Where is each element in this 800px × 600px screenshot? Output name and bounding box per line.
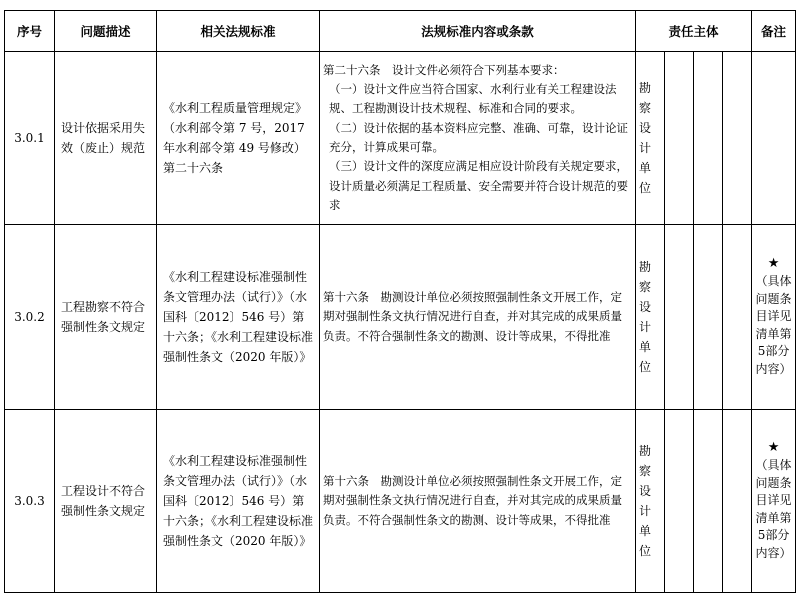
star-icon: ★ [767,440,780,456]
note-text: （具体问题条目详见清单第5部分内容） [755,458,792,560]
table-row [5,52,796,225]
subject-cell-empty [665,410,694,593]
subject-cell-empty [694,225,723,410]
row-no: 3.0.1 [5,52,55,225]
content-item: （二）设计依据的基本资料应完整、准确、可靠，设计论证充分，计算成果可靠。 [329,120,628,154]
table-row [5,410,796,593]
subject-cell-empty [723,52,752,225]
row-content: 第十六条 勘测设计单位必须按照强制性条文开展工作，定期对强制性条文执行情况进行自查，并对其完成的成果质量负责。不符合强制性条文的勘测、设计等成果，不得批准 [320,225,636,410]
row-standard: 《水利工程建设标准强制性条文管理办法（试行）》（水国科〔2012〕546 号）第十六条；《水利工程建设标准强制性条文（2020 年版）》 [157,225,320,410]
row-note [752,225,796,410]
row-problem: 工程勘察不符合强制性条文规定 [55,225,157,410]
subject-cell-empty [723,225,752,410]
row-content [320,52,636,225]
row-problem: 设计依据采用失效（废止）规范 [55,52,157,225]
table-row [5,225,796,410]
row-subject: 勘察设计单位 [636,52,665,225]
header-problem: 问题描述 [55,11,157,52]
header-content: 法规标准内容或条款 [320,11,636,52]
row-subject: 勘察设计单位 [636,410,665,593]
header-no: 序号 [5,11,55,52]
header-note: 备注 [752,11,796,52]
row-no: 3.0.3 [5,410,55,593]
content-lead: 第二十六条 设计文件必须符合下列基本要求： [323,62,565,77]
row-problem: 工程设计不符合强制性条文规定 [55,410,157,593]
subject-cell-empty [694,410,723,593]
star-icon: ★ [767,256,780,272]
row-subject: 勘察设计单位 [636,225,665,410]
subject-cell-empty [665,225,694,410]
row-standard: 《水利工程质量管理规定》（水利部令第 7 号，2017 年水利部令第 49 号修改）第二十六条 [157,52,320,225]
row-content: 第十六条 勘测设计单位必须按照强制性条文开展工作，定期对强制性条文执行情况进行自查，并对其完成的成果质量负责。不符合强制性条文的勘测、设计等成果，不得批准 [320,410,636,593]
row-note [752,410,796,593]
content-item: （一）设计文件应当符合国家、水利行业有关工程建设法规、工程勘测设计技术规程、标准和合同的要求。 [329,82,617,116]
subject-cell-empty [694,52,723,225]
row-no: 3.0.2 [5,225,55,410]
table-header-row [5,11,796,52]
row-standard: 《水利工程建设标准强制性条文管理办法（试行）》（水国科〔2012〕546 号）第十六条；《水利工程建设标准强制性条文（2020 年版）》 [157,410,320,593]
subject-cell-empty [665,52,694,225]
note-text: （具体问题条目详见清单第5部分内容） [755,274,792,376]
header-subject: 责任主体 [636,11,752,52]
content-item: （三）设计文件的深度应满足相应设计阶段有关规定要求，设计质量必须满足工程质量、安全需要并符合设计规范的要求 [329,159,628,212]
header-standard: 相关法规标准 [157,11,320,52]
regulation-table [4,10,796,593]
row-note [752,52,796,225]
subject-cell-empty [723,410,752,593]
